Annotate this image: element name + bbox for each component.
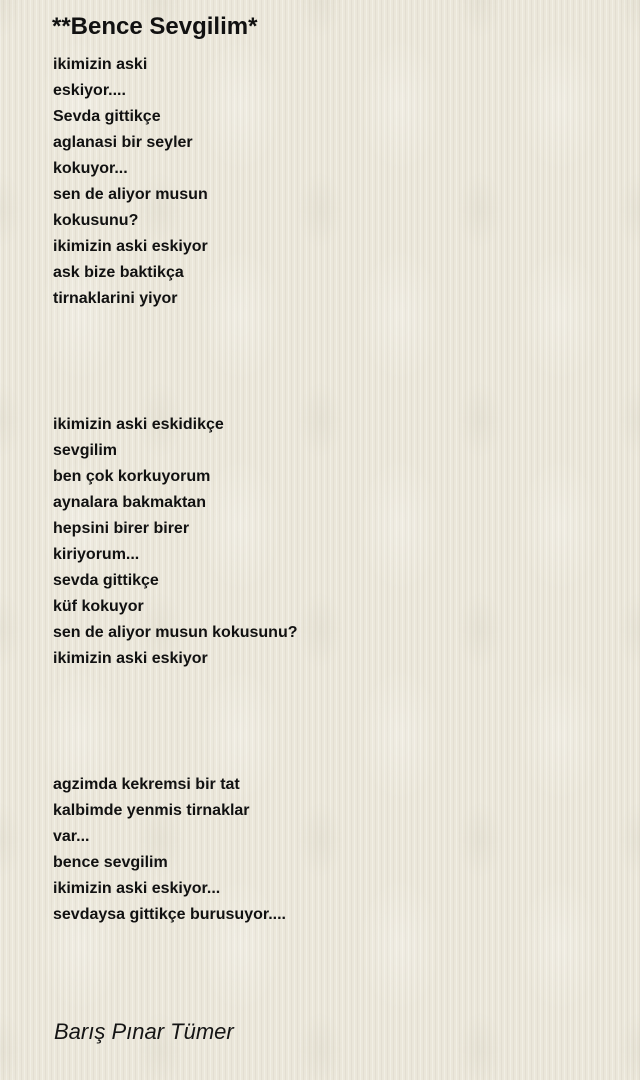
poem-line: küf kokuyor [53, 598, 144, 615]
poem-line: ikimizin aski eskidikçe [53, 416, 224, 433]
stanza-3 [53, 772, 286, 928]
poem-line: agzimda kekremsi bir tat [53, 776, 240, 793]
poem-line: kokusunu? [53, 212, 139, 229]
stanza-1 [53, 52, 208, 312]
poem-line: kiriyorum... [53, 546, 140, 563]
poem-title: **Bence Sevgilim* [52, 13, 258, 40]
poem-line: sen de aliyor musun [53, 186, 208, 203]
poem-line: ben çok korkuyorum [53, 468, 211, 485]
poem-author: Barış Pınar Tümer [54, 1019, 234, 1044]
poem-line: Sevda gittikçe [53, 108, 161, 125]
poem-line: hepsini birer birer [53, 520, 190, 537]
poem-line: kalbimde yenmis tirnaklar [53, 802, 250, 819]
poem-line: tirnaklarini yiyor [53, 290, 178, 307]
poem-line: ikimizin aski eskiyor [53, 238, 208, 255]
poem-line: sevgilim [53, 442, 118, 459]
poem-line: sevdaysa gittikçe burusuyor.... [53, 906, 286, 923]
poem-line: eskiyor.... [53, 82, 126, 99]
poem-line: ikimizin aski [53, 56, 148, 73]
poem-line: ask bize baktikça [53, 264, 184, 281]
poem-line: bence sevgilim [53, 854, 168, 871]
poem-line: var... [53, 828, 90, 845]
poem-line: kokuyor... [53, 160, 128, 177]
stanza-2 [53, 412, 298, 672]
poem-line: aglanasi bir seyler [53, 134, 193, 151]
poem-line: ikimizin aski eskiyor [53, 650, 208, 667]
poem-line: ikimizin aski eskiyor... [53, 880, 221, 897]
poem-line: sen de aliyor musun kokusunu? [53, 624, 298, 641]
poem-line: aynalara bakmaktan [53, 494, 206, 511]
poem-line: sevda gittikçe [53, 572, 159, 589]
